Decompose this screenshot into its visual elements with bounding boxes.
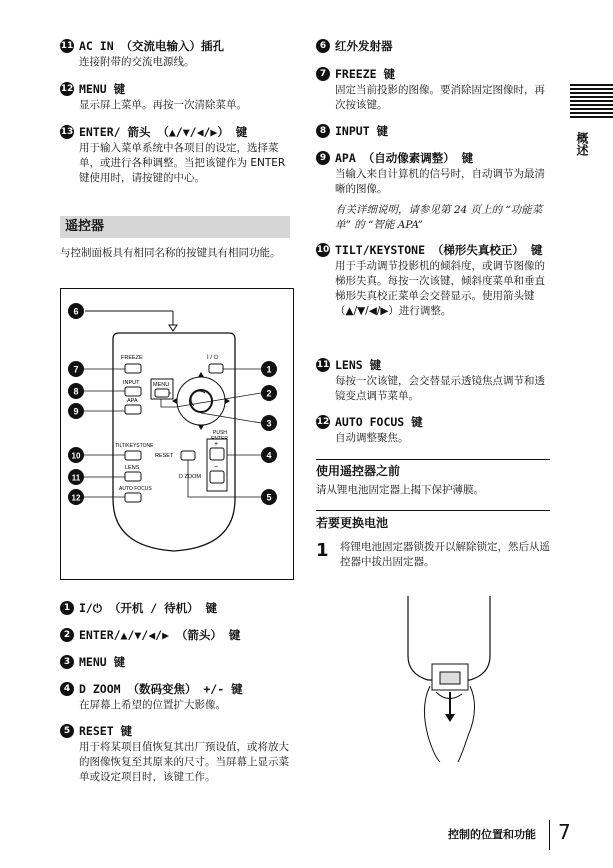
freeze-label: FREEZE: [121, 355, 143, 361]
remote-illustration: [61, 289, 293, 579]
item-heading: MENU 键: [79, 655, 126, 669]
callout-number: 8: [316, 124, 330, 138]
reset-button: [181, 451, 195, 460]
callout-3: 3: [266, 418, 272, 429]
callout-number: 12: [316, 417, 330, 427]
item-description: 自动调整聚焦。: [335, 432, 409, 444]
callout-number: 11: [316, 360, 330, 370]
auto-focus-button: [125, 493, 141, 502]
item-input: [316, 123, 552, 139]
item-heading: 红外发射器: [335, 39, 393, 53]
menu-button: [155, 389, 169, 397]
callout-1: 1: [266, 364, 272, 375]
before-use-text: 请从锂电池固定器上揭下保护薄膜。: [316, 484, 484, 496]
callout-number: 13: [60, 127, 74, 137]
item-description: 用于手动调节投影机的倾斜度，或调节图像的梯形失真。每按一次该键，倾斜度菜单和垂直梯形失真校正菜单会交替显示。使用箭头键 （▲/▼/◀/▶）进行调整。: [335, 260, 545, 317]
item-description: 在屏幕上希望的位置扩大影像。: [79, 699, 226, 711]
item-menu-key: [60, 81, 292, 113]
item-heading: RESET 键: [79, 724, 133, 738]
item-description: 当输入来自计算机的信号时，自动调节为最清晰的图像。: [335, 168, 545, 195]
callout-number: 10: [316, 245, 330, 255]
callout-number: 12: [60, 84, 74, 94]
page-number: 7: [558, 820, 571, 844]
section-rule: [316, 459, 550, 460]
section-heading-replace-battery: 若要更换电池: [316, 516, 389, 530]
item-heading: I/⏻ （开机 / 待机） 键: [79, 601, 218, 615]
dzoom-label: D ZOOM: [179, 474, 201, 480]
item-description: 固定当前投影的图像。要消除固定图像时，再次按该键。: [335, 84, 545, 111]
step-text: 将锂电池固定器锁拨开以解除锁定，然后从遥控器中拔出固定器。: [340, 541, 550, 568]
zoom-plus-button: [210, 448, 224, 460]
callout-number: 2: [60, 628, 74, 642]
item-description: 显示屏上菜单。再按一次清除菜单。: [79, 99, 247, 111]
callout-5: 5: [266, 492, 272, 503]
callout-number: 1: [60, 601, 74, 615]
section-rule: [316, 510, 550, 511]
callout-number: 7: [316, 67, 330, 81]
item-freeze: [316, 66, 552, 113]
apa-button: [125, 405, 141, 414]
reset-label: RESET: [155, 453, 174, 459]
item-dzoom: [60, 681, 292, 713]
auto-focus-label: AUTO FOCUS: [119, 486, 152, 492]
callout-4: 4: [266, 450, 272, 461]
callout-2: 2: [266, 388, 272, 399]
item-heading: ENTER/ 箭头 （▲/▼/◀/▶） 键: [79, 125, 248, 139]
callout-number: 4: [60, 682, 74, 696]
callout-number: 5: [60, 724, 74, 738]
item-enter-arrow: [60, 124, 292, 186]
lens-label: LENS: [125, 465, 140, 471]
item-reset: [60, 723, 292, 785]
remote-control-diagram: [60, 288, 294, 580]
plus-label: +: [214, 441, 219, 448]
power-label: I / ⏻: [207, 355, 219, 361]
push-label: PUSH: [213, 430, 227, 436]
item-description: 用于输入菜单系统中各项目的设定，选择菜单，或进行各种调整。当把该键作为 ENTER 键使用时，请按键的中心。: [79, 142, 286, 184]
step-number: 1: [316, 540, 329, 561]
item-apa: [316, 150, 552, 233]
chapter-tab-label: 概述: [575, 132, 589, 156]
replace-step-1: [316, 540, 552, 570]
section-heading-remote: 遥控器: [60, 216, 290, 238]
callout-11: 11: [71, 473, 81, 483]
item-tilt-keystone: [316, 242, 552, 319]
item-note: 有关详细说明，请参见第 24 页上的 “功能菜单” 的 “智能 APA”: [335, 204, 543, 231]
tilt-button: [125, 451, 141, 460]
callout-7: 7: [73, 364, 79, 375]
freeze-button: [125, 364, 141, 373]
tilt-label: TILT/KEYSTONE: [115, 443, 154, 449]
input-button: [125, 387, 141, 396]
item-heading: ENTER/▲/▼/◀/▶ （箭头） 键: [79, 628, 241, 642]
item-heading: D ZOOM （数码变焦） +/- 键: [79, 682, 243, 696]
item-heading: AC IN （交流电输入）插孔: [79, 39, 225, 53]
callout-number: 6: [316, 39, 330, 53]
lens-button: [125, 472, 141, 481]
item-menu: [60, 654, 292, 670]
footer-divider: [549, 820, 550, 850]
callout-number: 9: [316, 151, 330, 165]
callout-10: 10: [71, 451, 81, 461]
callout-12: 12: [71, 493, 81, 503]
item-heading: MENU 键: [79, 82, 126, 96]
apa-label: APA: [127, 398, 138, 404]
item-heading: APA （自动像素调整） 键: [335, 151, 474, 165]
minus-label: −: [214, 464, 219, 471]
item-ir-emitter: [316, 38, 552, 54]
item-heading: LENS 键: [335, 358, 382, 372]
chapter-tab-lines: [570, 84, 613, 120]
footer-section-title: 控制的位置和功能: [448, 828, 536, 841]
callout-9: 9: [73, 406, 79, 417]
item-description: 每按一次该键，会交替显示透镜焦点调节和透镜变点调节菜单。: [335, 375, 545, 402]
power-button: [209, 364, 223, 373]
callout-6: 6: [73, 306, 79, 317]
item-description: 用于将某项目值恢复其出厂预设值，或将放大的图像恢复至其原来的尺寸。当屏幕上显示菜单或设定项目时，该键工作。: [79, 741, 289, 783]
battery-holder-illustration: [400, 596, 500, 762]
remote-intro: 与控制面板具有相同名称的按键具有相同功能。: [60, 247, 281, 259]
callout-number: 11: [60, 41, 74, 51]
item-lens: [316, 357, 552, 404]
item-heading: TILT/KEYSTONE （梯形失真校正） 键: [335, 243, 543, 257]
item-enter-arrows: [60, 627, 292, 643]
zoom-minus-button: [210, 471, 224, 483]
input-label: INPUT: [123, 380, 140, 386]
item-heading: AUTO FOCUS 键: [335, 415, 423, 429]
item-ac-in: [60, 38, 292, 70]
section-heading-before-use: 使用遥控器之前: [316, 464, 401, 478]
item-auto-focus: [316, 414, 552, 446]
menu-label: MENU: [153, 382, 170, 388]
item-description: 连接附带的交流电源线。: [79, 56, 195, 68]
callout-8: 8: [73, 386, 79, 397]
callout-number: 3: [60, 655, 74, 669]
item-power: [60, 600, 292, 616]
item-heading: INPUT 键: [335, 124, 389, 138]
item-heading: FREEZE 键: [335, 67, 395, 81]
